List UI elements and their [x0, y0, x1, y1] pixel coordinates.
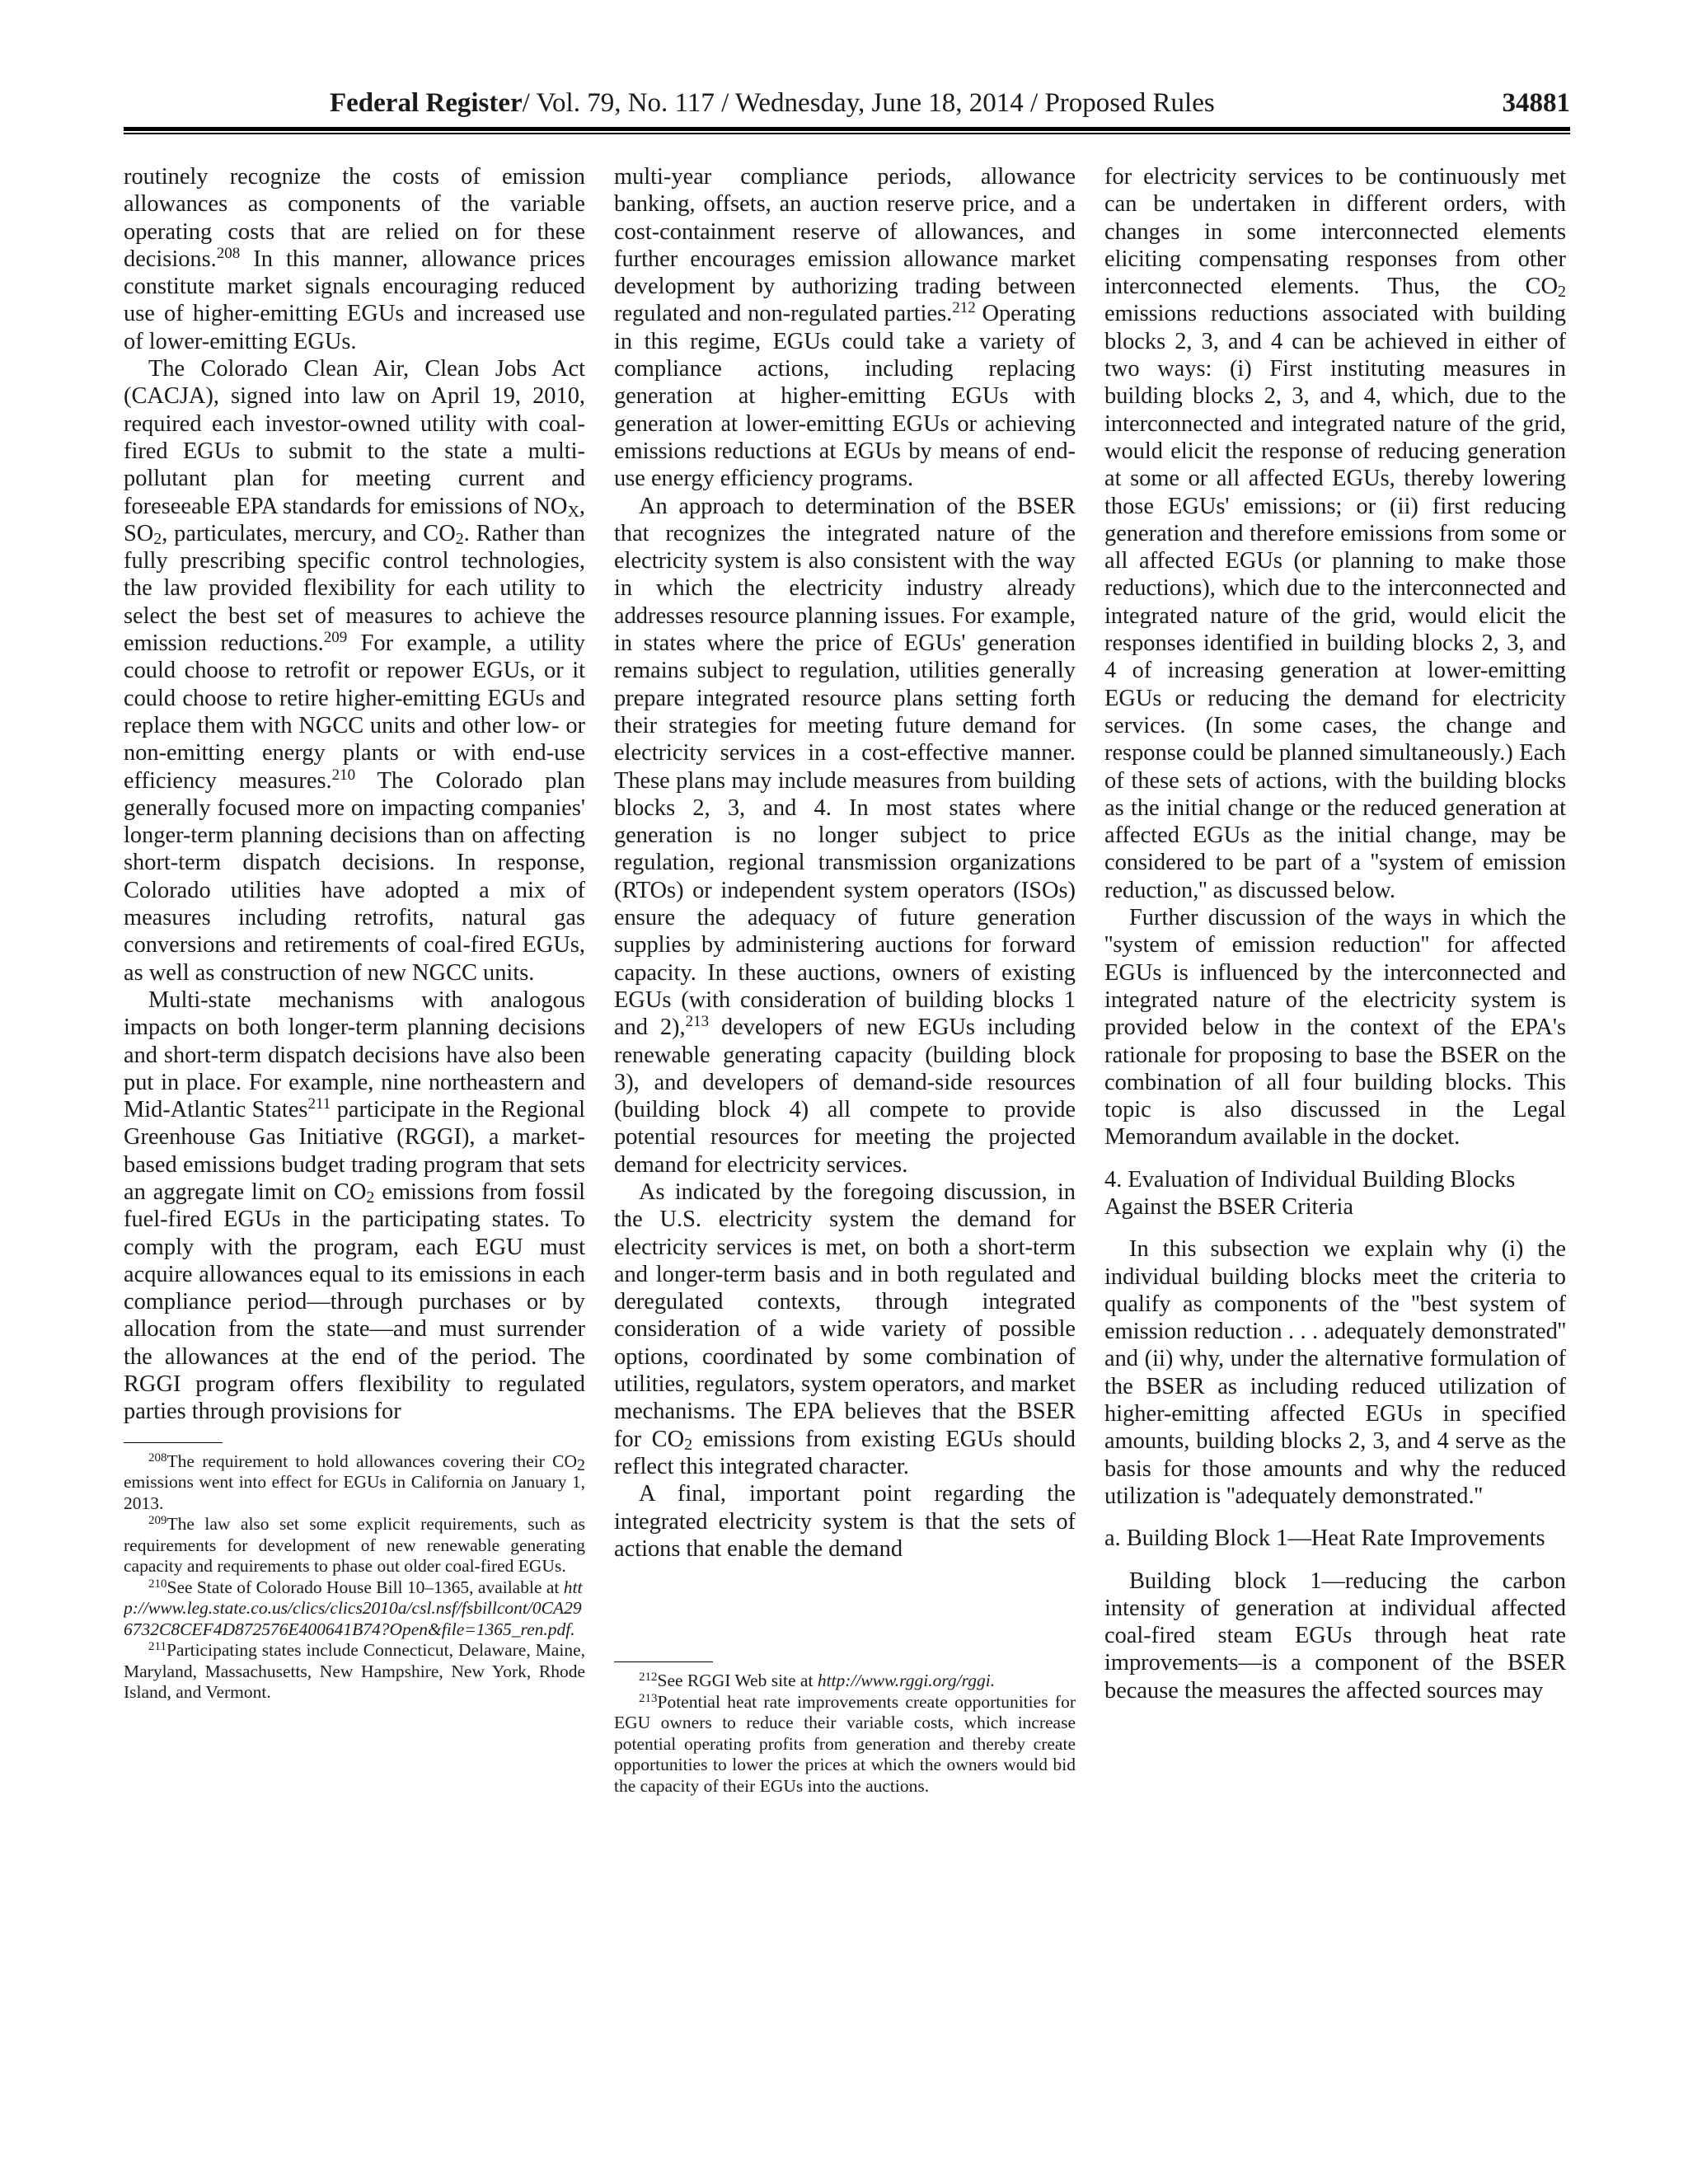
footnote-212: $^{212}$See RGGI Web site at http://www.rggi.org/rggi.: [639, 1671, 996, 1691]
header-rule-thick: [124, 127, 1570, 131]
header-citation: [330, 84, 1215, 122]
footnote-ref: 208: [216, 244, 241, 262]
paragraph: The Colorado Clean Air, Clean Jobs Act (CACJA), signed into law on April 19, 2010, required each investor-owned utility with coal-fired EGUs to submit to the state a multi-pollutant plan for meeting current and foreseeable EPA standards for emissions of $NO_X$, $SO_2$, particulates, mercury, and $CO_2$. Rather than fully prescribing specific control technologies, the law provided flexibility for each utility to select the best set of measures to achieve the emission reductions.$^{209}$ For example, a utility could choose to retrofit or repower EGUs, or it could choose to retire higher-emitting EGUs and replace them with NGCC units and other low- or non-emitting energy plants or with end-use efficiency measures.$^{210}$ The Colorado plan generally focused more on impacting companies' longer-term planning decisions than on affecting short-term dispatch decisions. In response, Colorado utilities have adopted a mix of measures including retrofits, natural gas conversions and retirements of coal-fired EGUs, as well as construction of new NGCC units.: [124, 356, 585, 986]
journal-title: Federal Register: [330, 88, 523, 118]
footnote-210: $^{210}$See State of Colorado House Bill 10–1365, available at http://www.leg.state.co.us/clics/clics2010a/csl.nsf/fsbillcont/0CA296732C8CEF4D872576E400641B74?Open&file=1365_ren.pdf.: [124, 1577, 583, 1639]
paragraph: In this subsection we explain why (i) the individual building blocks meet the criteria to qualify as components of the ''best system of emission reduction . . . adequately demonstrated'' and (ii) why, under the alternative formulation of the BSER as including reduced utilization of higher-emitting affected EGUs in specified amounts, building blocks 2, 3, and 4 serve as the basis for those amounts and why the reduced utilization is ''adequately demonstrated.'': [1104, 1236, 1566, 1509]
text-column-2: [614, 163, 1076, 2026]
footnote-ref: 210: [331, 766, 356, 784]
paragraph: Multi-state mechanisms with analogous impacts on both longer-term planning decisions and short-term dispatch decisions have also been put in place. For example, nine northeastern and Mid-Atlantic States$^{211}$ participate in the Regional Greenhouse Gas Initiative (RGGI), a market-based emissions budget trading program that sets an aggregate limit on $CO_2$ emissions from fossil fuel-fired EGUs in the participating states. To comply with the program, each EGU must acquire allowances equal to its emissions in each compliance period—through purchases or by allocation from the state—and must surrender the allowances at the end of the period. The RGGI program offers flexibility to regulated parties through provisions for: [124, 987, 585, 1425]
paragraph: for electricity services to be continuously met can be undertaken in different orders, with changes in some interconnected elements eliciting compensating responses from other interconnected elements. Thus, the $CO_2$ emissions reductions associated with building blocks 2, 3, and 4 can be achieved in either of two ways: (i) First instituting measures in building blocks 2, 3, and 4, which, due to the interconnected and integrated nature of the grid, would elicit the response of reducing generation at some or all affected EGUs, thereby lowering those EGUs' emissions; or (ii) first reducing generation and therefore emissions from some or all affected EGUs (or planning to make those reductions), which due to the interconnected and integrated nature of the grid, would elicit the responses identified in building blocks 2, 3, and 4 of increasing generation at lower-emitting EGUs or reducing the demand for electricity services. (In some cases, the change and response could be planned simultaneously.) Each of these sets of actions, with the building blocks as the initial change or the reduced generation at affected EGUs as the initial change, may be considered to be part of a ''system of emission reduction,'' as discussed below.: [1104, 164, 1566, 903]
footnote-ref: 212: [952, 299, 976, 317]
footnote-divider: [614, 1661, 713, 1662]
paragraph: multi-year compliance periods, allowance banking, offsets, an auction reserve price, and a cost-containment reserve of allowances, and further encourages emission allowance market development by authorizing trading between regulated and non-regulated parties.$^{212}$ Operating in this regime, EGUs could take a variety of compliance actions, including replacing generation at higher-emitting EGUs with generation at lower-emitting EGUs or achieving emissions reductions at EGUs by means of end-use energy efficiency programs.: [614, 164, 1076, 492]
footnote-208: $^{208}$The requirement to hold allowances covering their $CO_2$ emissions went into effect for EGUs in California on January 1, 2013.: [124, 1451, 585, 1513]
page-header: [124, 84, 1570, 122]
footnote-211: $^{211}$Participating states include Connecticut, Delaware, Maine, Maryland, Massachusetts, New Hampshire, New York, Rhode Island, and Vermont.: [124, 1640, 585, 1703]
footnote-ref: 211: [307, 1095, 331, 1113]
footnote-213: $^{213}$Potential heat rate improvements create opportunities for EGU owners to reduce their variable costs, which increase potential operating profits from generation and thereby create opportunities to lower the prices at which the owners would bid the capacity of their EGUs into the auctions.: [614, 1691, 1076, 1796]
section-heading: 4. Evaluation of Individual Building Blocks Against the BSER Criteria: [1104, 1166, 1516, 1220]
footnote-link[interactable]: http://www.leg.state.co.us/clics/clics2010a/csl.nsf/fsbillcont/0CA296732C8CEF4D872576E400641B74?Open&file=1365_ren.pdf.: [124, 1577, 583, 1639]
issue-details: / Vol. 79, No. 117 / Wednesday, June 18, 2014 / Proposed Rules: [522, 88, 1215, 118]
header-rule-thin: [124, 133, 1570, 134]
subsection-heading: a. Building Block 1—Heat Rate Improvements: [1104, 1526, 1545, 1552]
footnote-209: $^{209}$The law also set some explicit requirements, such as requirements for development of new renewable generating capacity and requirements to phase out older coal-fired EGUs.: [124, 1514, 585, 1577]
text-column-3: [1104, 163, 1566, 2026]
footnote-ref: 213: [685, 1013, 710, 1031]
paragraph: A final, important point regarding the integrated electricity system is that the sets of actions that enable the demand: [614, 1481, 1076, 1562]
paragraph: An approach to determination of the BSER that recognizes the integrated nature of the electricity system is also consistent with the way in which the electricity industry already addresses resource planning issues. For example, in states where the price of EGUs' generation remains subject to regulation, utilities generally prepare integrated resource plans setting forth their strategies for meeting future demand for electricity services in a cost-effective manner. These plans may include measures from building blocks 2, 3, and 4. In most states where generation is no longer subject to price regulation, regional transmission organizations (RTOs) or independent system operators (ISOs) ensure the adequacy of future generation supplies by administering auctions for forward capacity. In these auctions, owners of existing EGUs (with consideration of building blocks 1 and 2),$^{213}$ developers of new EGUs including renewable generating capacity (building block 3), and developers of demand-side resources (building block 4) all compete to provide potential resources for meeting the projected demand for electricity services.: [614, 493, 1076, 1178]
paragraph: Further discussion of the ways in which the ''system of emission reduction'' for affected EGUs is influenced by the interconnected and integrated nature of the electricity system is provided below in the context of the EPA's rationale for proposing to base the BSER on the combination of all four building blocks. This topic is also discussed in the Legal Memorandum available in the docket.: [1104, 905, 1566, 1151]
paragraph: As indicated by the foregoing discussion, in the U.S. electricity system the demand for electricity services is met, on both a short-term and longer-term basis and in both regulated and deregulated contexts, through integrated consideration of a wide variety of possible options, coordinated by some combination of utilities, regulators, system operators, and market mechanisms. The EPA believes that the BSER for $CO_2$ emissions from existing EGUs should reflect this integrated character.: [614, 1179, 1076, 1479]
paragraph: routinely recognize the costs of emission allowances as components of the variable operating costs that are relied on for these decisions.$^{208}$ In this manner, allowance prices constitute market signals encouraging reduced use of higher-emitting EGUs and increased use of lower-emitting EGUs.: [124, 164, 585, 354]
footnote-divider: [124, 1442, 223, 1443]
paragraph: Building block 1—reducing the carbon intensity of generation at individual affected coal-fired steam EGUs through heat rate improvements—is a component of the BSER because the measures the affected sources may: [1104, 1568, 1566, 1704]
page-number: 34881: [1502, 88, 1570, 118]
text-column-1: [124, 163, 585, 2026]
footnote-ref: 209: [323, 629, 348, 647]
footnote-link[interactable]: http://www.rggi.org/rggi.: [817, 1671, 996, 1691]
